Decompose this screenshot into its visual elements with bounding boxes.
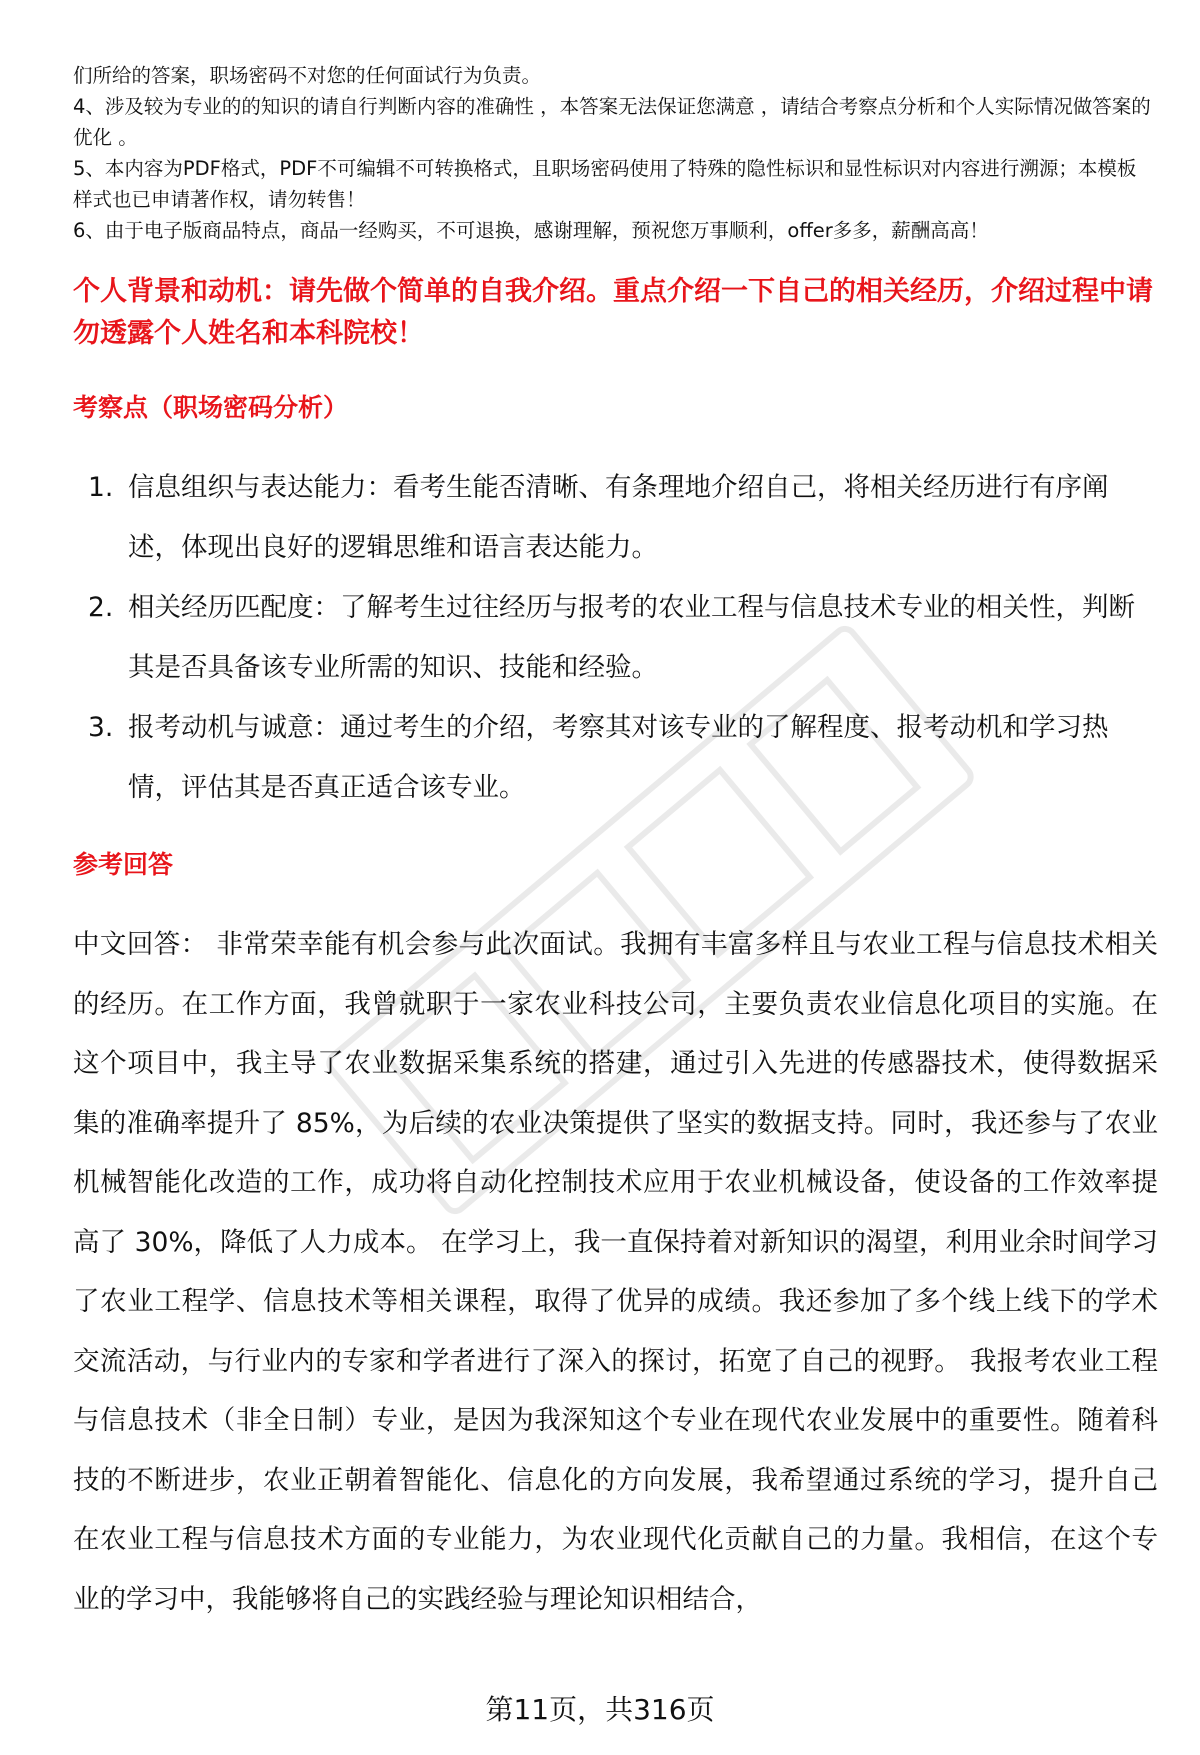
list-item-text: 报考动机与诚意：通过考生的介绍，考察其对该专业的了解程度、报考动机和学习热情，评估其是否真正适合该专业。 <box>128 712 1109 803</box>
list-item <box>88 458 1148 578</box>
list-item-number: 3. <box>88 712 114 743</box>
list-item-number: 2. <box>88 592 114 623</box>
note-line: 6、由于电子版商品特点，商品一经购买，不可退换，感谢理解，预祝您万事顺利，offer多多，薪酬高高！ <box>73 219 989 242</box>
list-item <box>88 578 1148 698</box>
answer-paragraph: 中文回答： 非常荣幸能有机会参与此次面试。我拥有丰富多样且与农业工程与信息技术相关的经历。在工作方面，我曾就职于一家农业科技公司，主要负责农业信息化项目的实施。在这个项目中，我主导了农业数据采集系统的搭建，通过引入先进的传感器技术，使得数据采集的准确率提升了 85%，为后续的农业决策提供了坚实的数据支持。同时，我还参与了农业机械智能化改造的工作，成功将自动化控制技术应用于农业机械设备，使设备的工作效率提高了 30%，降低了人力成本。 在学习上，我一直保持着对新知识的渴望，利用业余时间学习了农业工程学、信息技术等相关课程，取得了优异的成绩。我还参加了多个线上线下的学术交流活动，与行业内的专家和学者进行了深入的探讨，拓宽了自己的视野。 我报考农业工程与信息技术（非全日制）专业，是因为我深知这个专业在现代农业发展中的重要性。随着科技的不断进步，农业正朝着智能化、信息化的方向发展，我希望通过系统的学习，提升自己在农业工程与信息技术方面的专业能力，为农业现代化贡献自己的力量。我相信，在这个专业的学习中，我能够将自己的实践经验与理论知识相结合， <box>73 929 1158 1615</box>
note-line: 4、涉及较为专业的的知识的请自行判断内容的准确性 ，本答案无法保证您满意 ，请结合考察点分析和个人实际情况做答案的优化 。 <box>73 95 1151 149</box>
analysis-heading: 考察点（职场密码分析） <box>73 393 349 422</box>
notes-block <box>73 60 1153 246</box>
question-heading: 个人背景和动机：请先做个简单的自我介绍。重点介绍一下自己的相关经历，介绍过程中请勿透露个人姓名和本科院校！ <box>73 276 1153 349</box>
list-item-text: 相关经历匹配度：了解考生过往经历与报考的农业工程与信息技术专业的相关性，判断其是否具备该专业所需的知识、技能和经验。 <box>128 592 1135 683</box>
note-line: 5、本内容为PDF格式，PDF不可编辑不可转换格式，且职场密码使用了特殊的隐性标识和显性标识对内容进行溯源；本模板样式也已申请著作权，请勿转售！ <box>73 157 1137 211</box>
list-item-text: 信息组织与表达能力：看考生能否清晰、有条理地介绍自己，将相关经历进行有序阐述，体现出良好的逻辑思维和语言表达能力。 <box>128 472 1109 563</box>
list-item-number: 1. <box>88 472 114 503</box>
analysis-points-list <box>88 458 1148 818</box>
list-item <box>88 698 1148 818</box>
note-line: 们所给的答案，职场密码不对您的任何面试行为负责。 <box>73 64 542 87</box>
page-number-footer: 第11页，共316页 <box>485 1693 715 1726</box>
reference-heading: 参考回答 <box>73 850 174 879</box>
